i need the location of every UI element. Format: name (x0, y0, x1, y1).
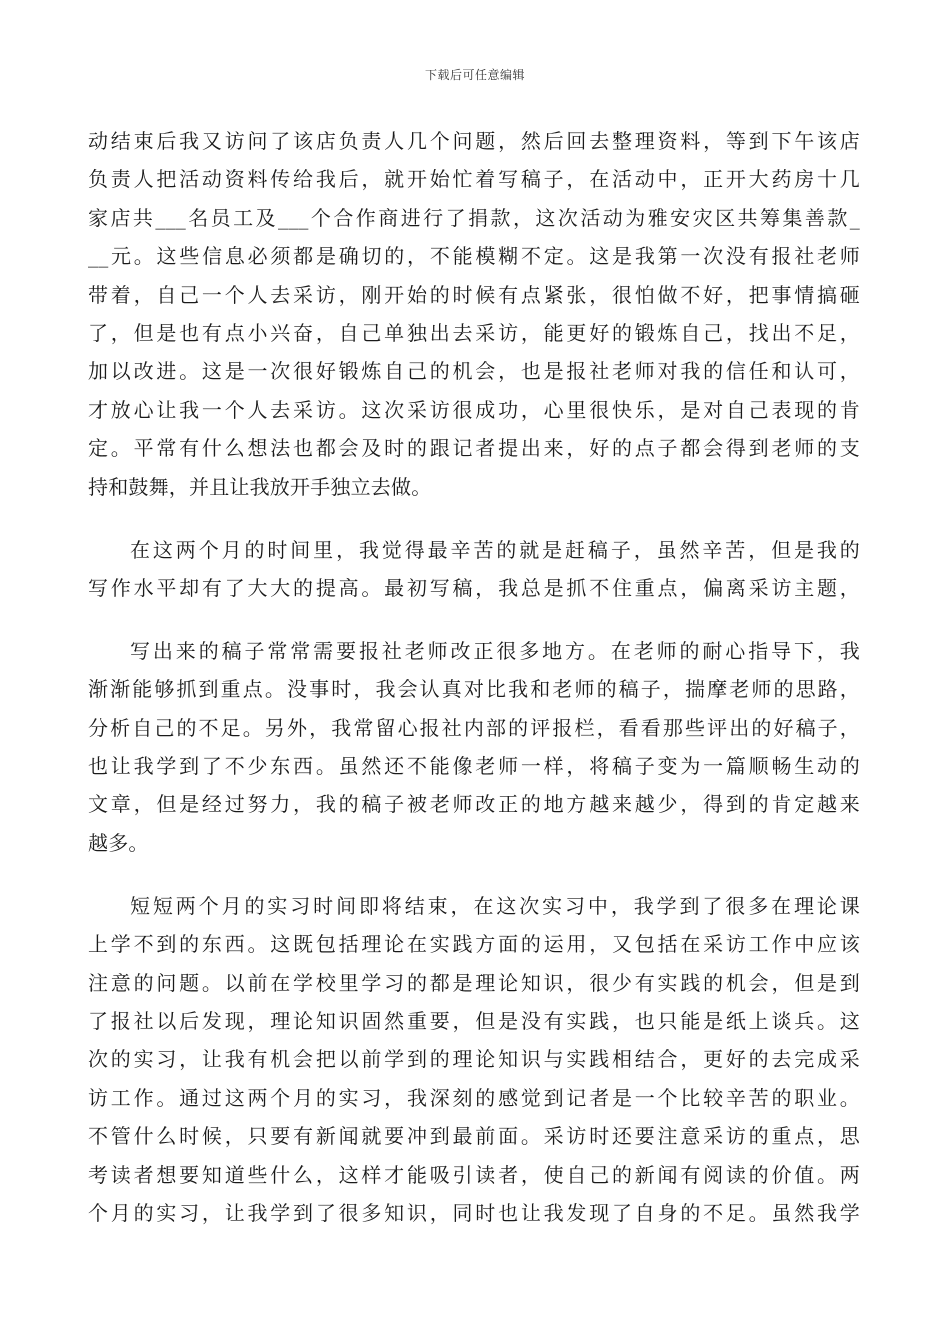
text-line: 考读者想要知道些什么，这样才能吸引读者，使自己的新闻有阅读的价值。两 (88, 1162, 860, 1187)
paragraph-spacer (88, 607, 860, 632)
text-line: 写出来的稿子常常需要报社老师改正很多地方。在老师的耐心指导下，我 (130, 638, 860, 663)
text-line: 注意的问题。以前在学校里学习的都是理论知识，很少有实践的机会，但是到 (88, 970, 860, 995)
text-line: 访工作。通过这两个月的实习，我深刻的感觉到记者是一个比较辛苦的职业。 (88, 1085, 860, 1110)
text-line: __元。这些信息必须都是确切的，不能模糊不定。这是我第一次没有报社老师 (88, 244, 860, 269)
text-line: 动结束后我又访问了该店负责人几个问题，然后回去整理资料，等到下午该店 (88, 129, 860, 153)
text-line: 持和鼓舞，并且让我放开手独立去做。 (88, 474, 432, 499)
text-line: 个月的实习，让我学到了很多知识，同时也让我发现了自身的不足。虽然我学 (88, 1200, 860, 1225)
paragraph-spacer (88, 506, 860, 531)
paragraph (88, 632, 860, 862)
text-line: 加以改进。这是一次很好锻炼自己的机会，也是报社老师对我的信任和认可， (88, 359, 860, 384)
paragraph (88, 887, 860, 1233)
text-line: 了报社以后发现，理论知识固然重要，但是没有实践，也只能是纸上谈兵。这 (88, 1008, 860, 1033)
text-line: 越多。 (88, 830, 149, 855)
text-line: 才放心让我一个人去采访。这次采访很成功，心里很快乐，是对自己表现的肯 (88, 397, 860, 422)
paragraph (88, 531, 860, 608)
text-line: 次的实习，让我有机会把以前学到的理论知识与实践相结合，更好的去完成采 (88, 1047, 860, 1072)
text-line: 上学不到的东西。这既包括理论在实践方面的运用，又包括在采访工作中应该 (88, 932, 860, 957)
text-line: 不管什么时候，只要有新闻就要冲到最前面。采访时还要注意采访的重点，思 (88, 1124, 860, 1149)
page-header: 下载后可任意编辑 (424, 68, 525, 82)
text-line: 带着，自己一个人去采访，刚开始的时候有点紧张，很怕做不好，把事情搞砸 (88, 282, 860, 307)
text-line: 文章，但是经过努力，我的稿子被老师改正的地方越来越少，得到的肯定越来 (88, 792, 860, 817)
text-line: 写作水平却有了大大的提高。最初写稿，我总是抓不住重点，偏离采访主题， (88, 575, 860, 600)
paragraph (88, 122, 860, 506)
paragraph-spacer (88, 862, 860, 887)
text-line: 也让我学到了不少东西。虽然还不能像老师一样，将稿子变为一篇顺畅生动的 (88, 754, 860, 779)
text-line: 短短两个月的实习时间即将结束，在这次实习中，我学到了很多在理论课 (130, 893, 860, 918)
text-line: 定。平常有什么想法也都会及时的跟记者提出来，好的点子都会得到老师的支 (88, 436, 860, 461)
text-line: 家店共___名员工及___个合作商进行了捐款，这次活动为雅安灾区共筹集善款_ (88, 205, 860, 230)
text-line: 分析自己的不足。另外，我常留心报社内部的评报栏，看看那些评出的好稿子， (88, 715, 860, 740)
text-line: 了，但是也有点小兴奋，自己单独出去采访，能更好的锻炼自己，找出不足， (88, 320, 860, 345)
document-body (88, 122, 860, 1232)
text-line: 负责人把活动资料传给我后，就开始忙着写稿子，在活动中，正开大药房十几 (88, 167, 860, 192)
text-line: 在这两个月的时间里，我觉得最辛苦的就是赶稿子，虽然辛苦，但是我的 (130, 537, 860, 562)
text-line: 渐渐能够抓到重点。没事时，我会认真对比我和老师的稿子，揣摩老师的思路， (88, 677, 860, 702)
